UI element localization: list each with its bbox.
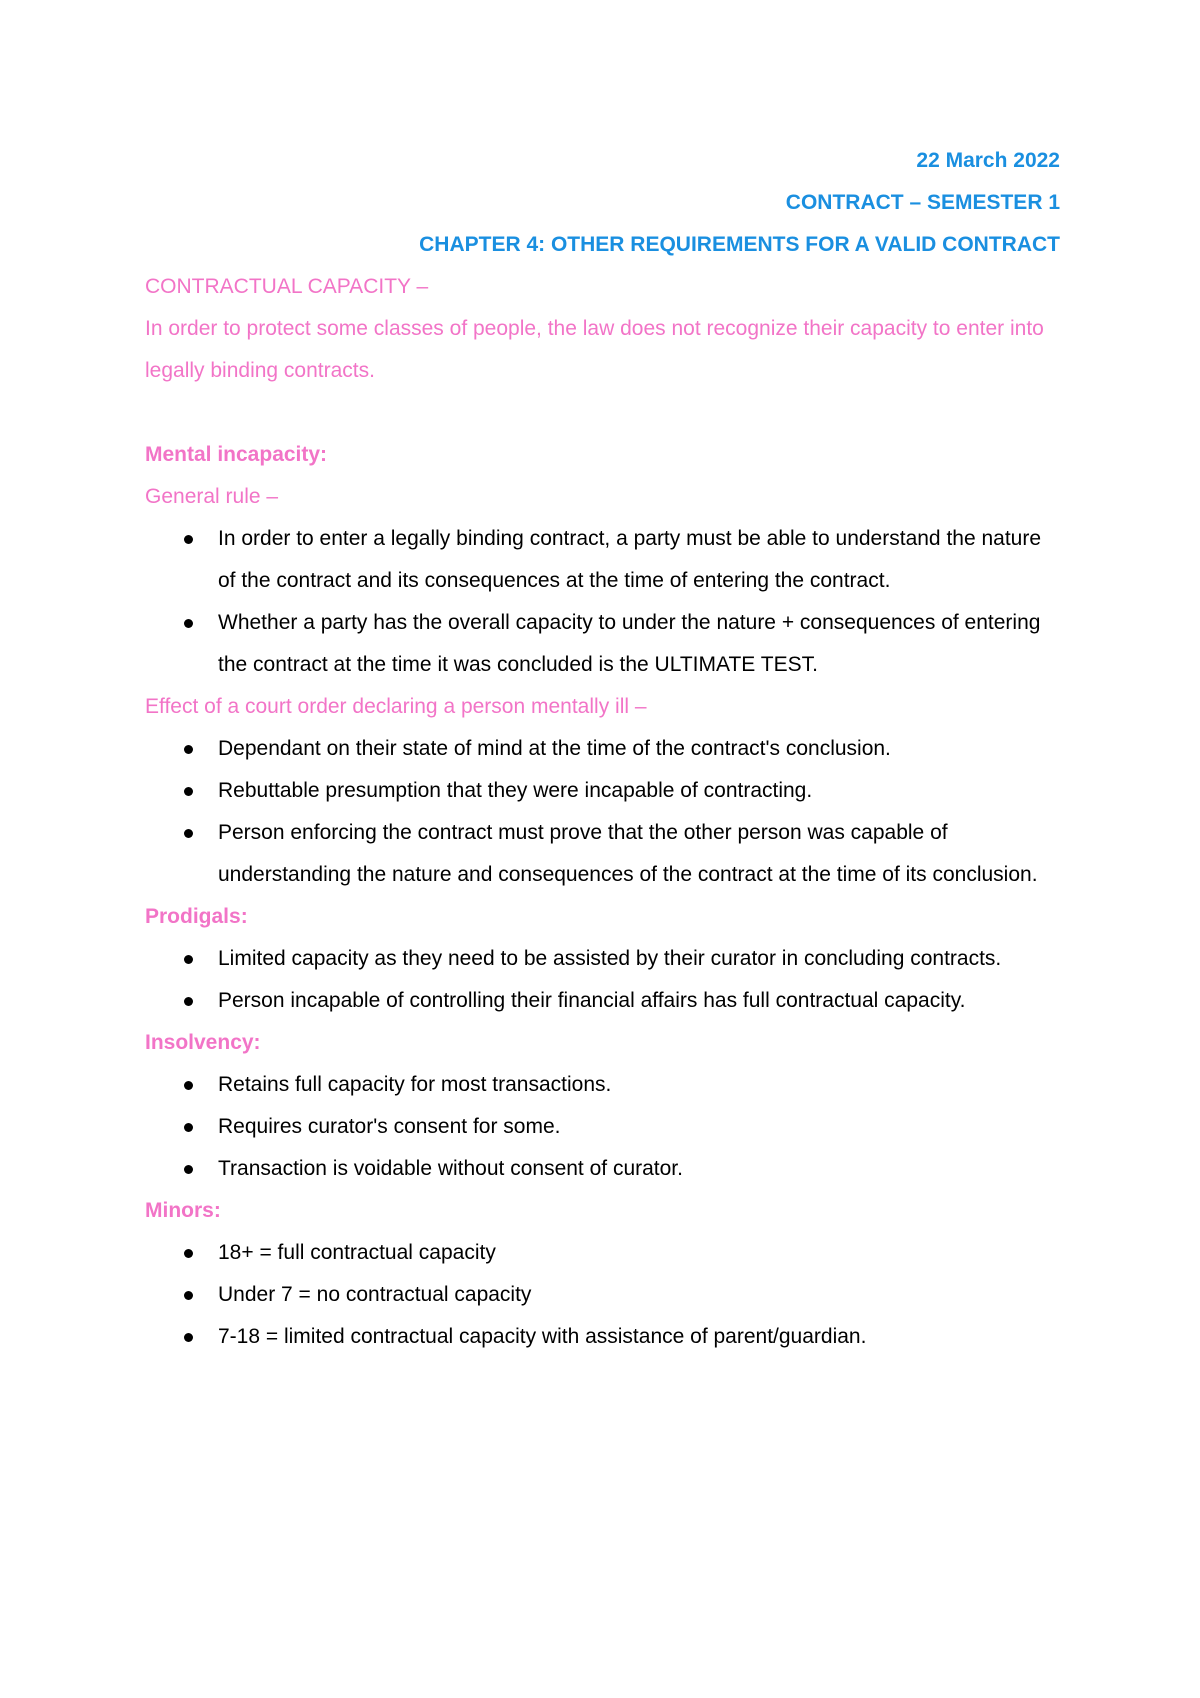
subheading-court-order: Effect of a court order declaring a person mentally ill – (145, 695, 647, 718)
list-item: Under 7 = no contractual capacity (145, 1274, 1060, 1316)
general-rule-list (145, 518, 1060, 686)
heading-mental-incapacity: Mental incapacity: (145, 443, 328, 466)
subheading-general-rule: General rule – (145, 485, 279, 508)
list-item: Person incapable of controlling their financial affairs has full contractual capacity. (145, 980, 1060, 1022)
prodigals-list (145, 938, 1060, 1022)
bullet-icon (184, 1165, 193, 1174)
list-item: Whether a party has the overall capacity to under the nature + consequences of entering the contract at the time it was concluded is the ULTIMATE TEST. (145, 602, 1060, 686)
bullet-icon (184, 1333, 193, 1342)
heading-insolvency: Insolvency: (145, 1031, 261, 1054)
insolvency-list (145, 1064, 1060, 1190)
bullet-icon (184, 745, 193, 754)
document-date: 22 March 2022 (916, 149, 1060, 172)
list-item: Requires curator's consent for some. (145, 1106, 1060, 1148)
heading-prodigals: Prodigals: (145, 905, 248, 928)
section-heading-contractual-capacity: CONTRACTUAL CAPACITY – (145, 275, 429, 298)
list-item: Limited capacity as they need to be assisted by their curator in concluding contracts. (145, 938, 1060, 980)
list-item: Retains full capacity for most transactions. (145, 1064, 1060, 1106)
document-page (145, 140, 1060, 1358)
bullet-icon (184, 619, 193, 628)
court-order-list (145, 728, 1060, 896)
bullet-icon (184, 535, 193, 544)
bullet-icon (184, 787, 193, 796)
list-item: In order to enter a legally binding contract, a party must be able to understand the nature of the contract and its consequences at the time of entering the contract. (145, 518, 1060, 602)
list-item: Transaction is voidable without consent of curator. (145, 1148, 1060, 1190)
list-item: 7-18 = limited contractual capacity with assistance of parent/guardian. (145, 1316, 1060, 1358)
list-item: Dependant on their state of mind at the time of the contract's conclusion. (145, 728, 1060, 770)
intro-paragraph: In order to protect some classes of people, the law does not recognize their capacity to enter into legally binding contracts. (145, 317, 1044, 382)
blank-line (145, 392, 1060, 434)
course-title: CONTRACT – SEMESTER 1 (785, 191, 1060, 214)
bullet-icon (184, 1081, 193, 1090)
heading-minors: Minors: (145, 1199, 221, 1222)
bullet-icon (184, 1249, 193, 1258)
list-item: Rebuttable presumption that they were incapable of contracting. (145, 770, 1060, 812)
minors-list (145, 1232, 1060, 1358)
list-item: 18+ = full contractual capacity (145, 1232, 1060, 1274)
bullet-icon (184, 997, 193, 1006)
chapter-title: CHAPTER 4: OTHER REQUIREMENTS FOR A VALID CONTRACT (419, 233, 1060, 256)
bullet-icon (184, 1291, 193, 1300)
list-item: Person enforcing the contract must prove that the other person was capable of understanding the nature and consequences of the contract at the time of its conclusion. (145, 812, 1060, 896)
bullet-icon (184, 829, 193, 838)
bullet-icon (184, 1123, 193, 1132)
bullet-icon (184, 955, 193, 964)
